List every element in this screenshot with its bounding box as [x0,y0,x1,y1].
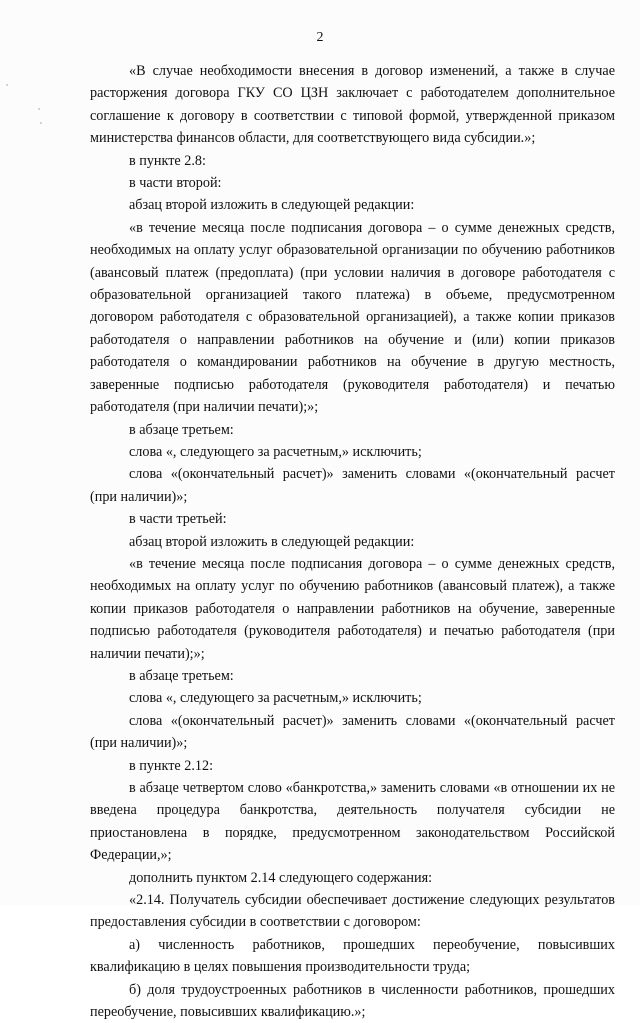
paragraph: а) численность работников, прошедших переобучение, повысивших квалификацию в целях повышения производительности труда; [90,936,615,976]
paragraph: в абзаце третьем: [129,667,234,684]
paragraph: в абзаце третьем: [129,421,234,438]
paragraph: б) доля трудоустроенных работников в численности работников, прошедших переобучение, повысивших квалификацию.»; [90,981,615,1021]
paragraph: «2.14. Получатель субсидии обеспечивает достижение следующих результатов предоставления субсидии в соответствии с договором: [90,892,615,931]
paragraph: в пункте 2.8: [129,152,206,169]
paragraph: слова «, следующего за расчетным,» исключить; [129,443,422,460]
paragraph: «в течение месяца после подписания договора – о сумме денежных средств, необходимых на оплату услуг образовательной организации по обучению работников (авансовый платеж (предоплата) (при условии наличия в договоре работодателя с образовательной организацией такого платежа) в объеме, предусмотренном договором работодателя с образовательной организацией), а также копии приказов работодателя о направлении работников на обучение и (или) копии приказов работодателя о командировании работников на обучение в другую местность, заверенные подписью работодателя (руководителя работодателя) и печатью работодателя (при наличии печати);»; [90,219,615,416]
paragraph: в части второй: [129,175,222,192]
scan-speck [38,108,40,110]
paragraph: в абзаце четвертом слово «банкротства,» заменить словами «в отношении их не введена процедура банкротства, деятельность получателя субсидии не приостановлена в порядке, предусмотренном законодательством Российской Федерации,»; [90,780,615,864]
page-number: 2 [316,30,324,45]
document-body [90,60,615,1023]
paragraph: слова «, следующего за расчетным,» исключить; [129,690,422,707]
paragraph: в части третьей: [129,511,227,528]
scan-speck [40,122,42,124]
paragraph: слова «(окончательный расчет)» заменить словами «(окончательный расчет (при наличии)»; [90,466,615,505]
paragraph: в пункте 2.12: [129,757,214,774]
paragraph: «В случае необходимости внесения в договор изменений, а также в случае расторжения договора ГКУ СО ЦЗН заключает с работодателем дополнительное соглашение к договору в соответствии с типовой формой, утвержденной приказом министерства финансов области, для соответствующего вида субсидии.»; [90,63,615,147]
paragraph: абзац второй изложить в следующей редакции: [129,533,415,550]
paragraph: дополнить пунктом 2.14 следующего содержания: [129,869,433,886]
scan-speck [6,84,8,86]
paragraph: абзац второй изложить в следующей редакции: [129,197,415,214]
paragraph: «в течение месяца после подписания договора – о сумме денежных средств, необходимых на оплату услуг по обучению работников (авансовый платеж), а также копии приказов работодателя о направлении работников на обучение, заверенные подписью работодателя (руководителя работодателя) и печатью работодателя (при наличии печати);»; [90,555,615,662]
paragraph: слова «(окончательный расчет)» заменить словами «(окончательный расчет (при наличии)»; [90,712,615,752]
